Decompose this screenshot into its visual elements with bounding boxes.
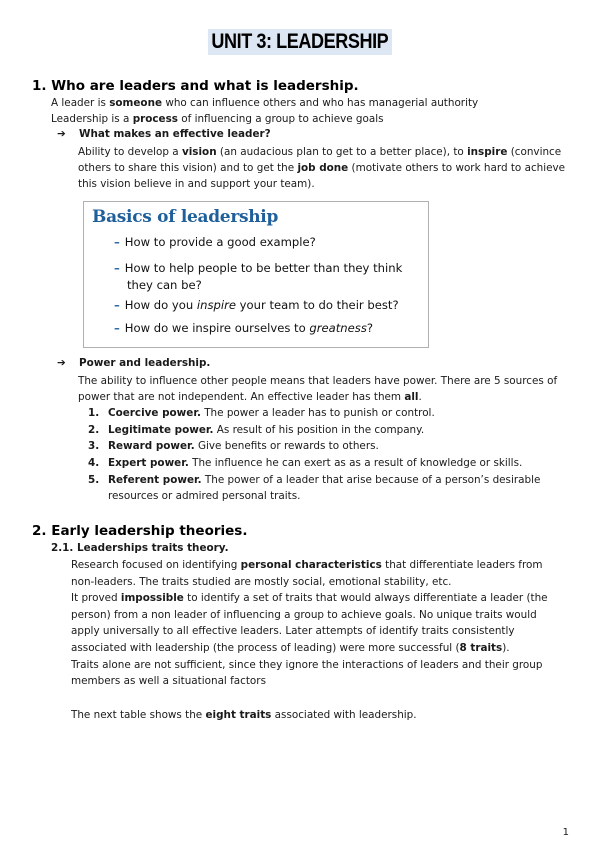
traits-paragraph-line: It proved impossible to identify a set of traits that would always differentiate a leader (the [71, 592, 548, 604]
traits-paragraph-line: non-leaders. The traits studied are mostly social, emotional stability, etc. [71, 576, 452, 588]
power-list-item: 5. Referent power. The power of a leader that arise because of a person’s desirable [88, 474, 541, 486]
dash-icon: – [114, 321, 120, 335]
arrow-icon: ➔ [57, 357, 66, 369]
section-2-heading: 2. Early leadership theories. [32, 523, 248, 539]
power-list-item: 2. Legitimate power. As result of his position in the company. [88, 424, 425, 436]
figure-bullet: – How do we inspire ourselves to greatness? [114, 321, 374, 335]
section-1-heading: 1. Who are leaders and what is leadership. [32, 78, 359, 94]
next-table-intro: The next table shows the eight traits associated with leadership. [71, 709, 417, 721]
figure-bullet-continuation: they can be? [127, 278, 202, 292]
page-title: UNIT 3: LEADERSHIP [0, 29, 600, 55]
effective-paragraph-line: others to share this vision) and to get the job done (motivate others to work hard to achieve [78, 162, 566, 174]
power-list-item: 3. Reward power. Give benefits or rewards to others. [88, 440, 379, 452]
power-list-item-continuation: resources or admired personal traits. [108, 490, 301, 502]
figure-bullet: – How to help people to be better than they think [114, 261, 403, 275]
power-list-item: 1. Coercive power. The power a leader has to punish or control. [88, 407, 435, 419]
power-paragraph-line: The ability to influence other people means that leaders have power. There are 5 sources of [78, 375, 558, 387]
traits-paragraph-line: person) from a non leader of influencing a group to achieve goals. No unique traits would [71, 609, 537, 621]
traits-paragraph-line: associated with leadership (the process of leading) were more successful (8 traits). [71, 642, 510, 654]
figure-title: Basics of leadership [92, 207, 279, 227]
dash-icon: – [114, 235, 120, 249]
power-paragraph-line: power that are not independent. An effective leader has them all. [78, 391, 422, 403]
page-number: 1 [562, 827, 569, 838]
power-list-item: 4. Expert power. The influence he can exert as as a result of knowledge or skills. [88, 457, 523, 469]
figure-bullet: – How to provide a good example? [114, 235, 316, 249]
dash-icon: – [114, 261, 120, 275]
traits-paragraph-line: Research focused on identifying personal characteristics that differentiate leaders from [71, 559, 543, 571]
traits-paragraph-line: apply universally to all effective leaders. Later attempts of identify traits consistently [71, 625, 515, 637]
subsection-heading: 2.1. Leaderships traits theory. [51, 542, 229, 554]
dash-icon: – [114, 298, 120, 312]
basics-of-leadership-figure [83, 201, 429, 348]
figure-bullet: – How do you inspire your team to do their best? [114, 298, 399, 312]
leadership-definition: Leadership is a process of influencing a group to achieve goals [51, 113, 384, 125]
traits-paragraph-line: Traits alone are not sufficient, since they ignore the interactions of leaders and their group [71, 659, 543, 671]
effective-paragraph-line: Ability to develop a vision (an audacious plan to get to a better place), to inspire (convince [78, 146, 562, 158]
leader-definition: A leader is someone who can influence others and who has managerial authority [51, 97, 479, 109]
traits-paragraph-line: members as well a situational factors [71, 675, 266, 687]
effective-leader-heading: ➔ What makes an effective leader? [57, 128, 271, 140]
power-leadership-heading: ➔ Power and leadership. [57, 357, 211, 369]
effective-paragraph-line: this vision believe in and support your team). [78, 178, 315, 190]
arrow-icon: ➔ [57, 128, 66, 140]
